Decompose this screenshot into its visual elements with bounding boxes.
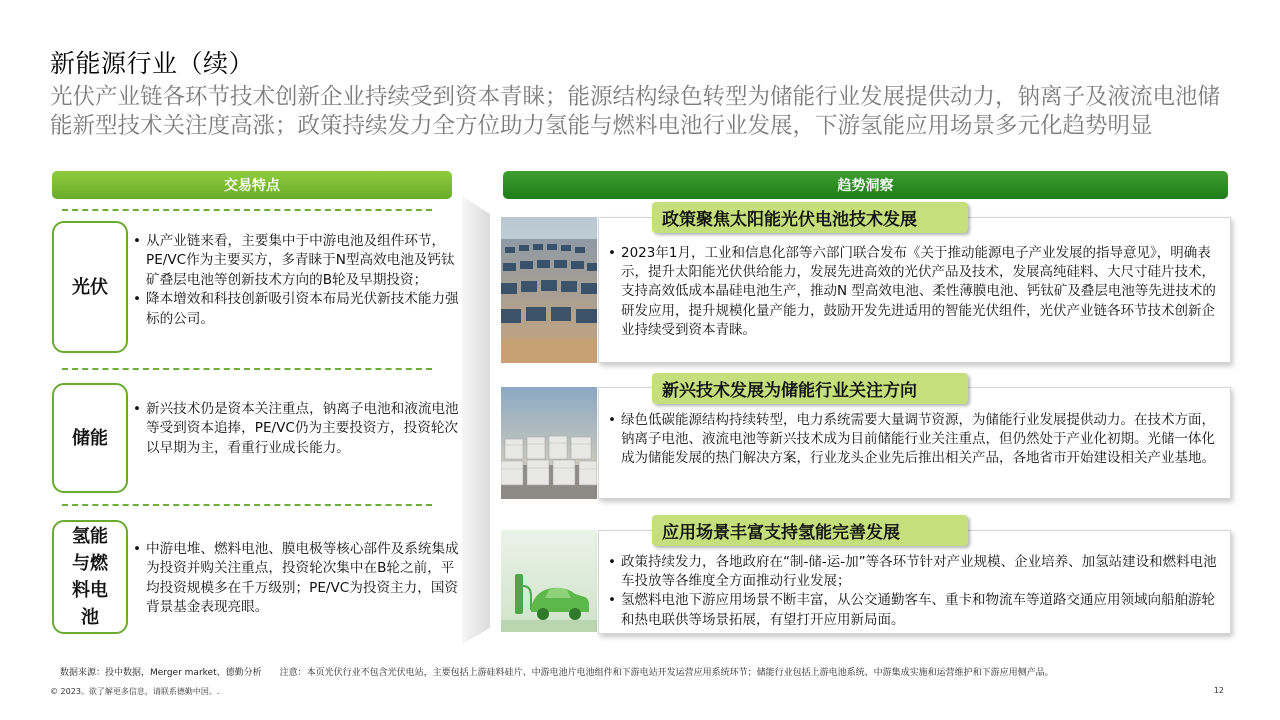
divider [62,504,432,506]
list-item: • 2023年1月，工业和信息化部等六部门联合发布《关于推动能源电子产业发展的指导意见》，明确表示，提升太阳能光伏供给能力，发展先进高效的光伏产品及技术，发展高纯硅料、大尺寸硅片技术，支持高效低成本晶硅电池生产，推动N 型高效电池、柔性薄膜电池、钙钛矿及叠层电池等先进技术的研发应用，提升规模化量产能力，鼓励开发先进适用的智能光伏组件，光伏产业链各环节技术创新企业持续受到资本青睐。 [605,244,1220,340]
category-box-storage [52,383,128,493]
category-bullets-pv [130,232,465,329]
category-bullets-storage [130,400,465,458]
list-item: • 政策持续发力，各地政府在“制-储-运-加”等各环节针对产业规模、企业培养、加氢站建设和燃料电池车投放等各维度全方面推动行业发展； [605,553,1220,591]
hydrogen-car-photo [501,530,597,632]
page-subtitle: 光伏产业链各环节技术创新企业持续受到资本青睐；能源结构绿色转型为储能行业发展提供动力，钠离子及液流电池储能新型技术关注度高涨；政策持续发力全方位助力氢能与燃料电池行业发展，下游氢能应用场景多元化趋势明显 [50,84,1221,139]
category-label-line: 氢能 [72,526,108,547]
connector-arrow-shape [462,196,490,644]
category-box-pv [52,221,128,353]
trade-features-header: 交易特点 [52,171,452,199]
category-box-hydrogen [52,520,128,634]
trend-insights-header: 趋势洞察 [503,171,1228,199]
page-title: 新能源行业（续） [50,49,255,78]
data-source: 数据来源：投中数据，Merger market、德勤分析 [60,668,262,678]
category-label: 光伏 [72,276,108,298]
category-label-line: 与燃 [72,553,108,574]
category-label-line: 料电 [72,580,108,601]
divider [62,368,432,370]
list-item: • 降本增效和科技创新吸引资本布局光伏新技术能力强标的公司。 [130,290,465,329]
list-item: • 从产业链来看，主要集中于中游电池及组件环节，PE/VC作为主要买方，多青睐于N型高效电池及钙钛矿叠层电池等创新技术方向的B轮及早期投资； [130,232,465,290]
trend-title-solar-policy: 政策聚焦太阳能光伏电池技术发展 [652,202,968,233]
trend-title-storage: 新兴技术发展为储能行业关注方向 [652,373,968,404]
category-bullets-hydrogen [130,540,465,618]
list-item: • 中游电堆、燃料电池、膜电极等核心部件及系统集成为投资并购关注重点，投资轮次集中在B轮之前，平均投资规模多在千万级别；PE/VC为投资主力，国资背景基金表现亮眼。 [130,540,465,618]
solar-farm-photo [501,217,597,363]
divider [62,209,432,211]
trend-title-hydrogen: 应用场景丰富支持氢能完善发展 [652,515,968,546]
list-item: • 氢燃料电池下游应用场景不断丰富，从公交通勤客车、重卡和物流车等道路交通应用领域向船舶游轮和热电联供等场景拓展，有望打开应用新局面。 [605,591,1220,629]
scope-note: 注意：本页光伏行业不包含光伏电站，主要包括上游硅料硅片、中游电池片电池组件和下游电站开发运营应用系统环节；储能行业包括上游电池系统、中游集成实施和运营维护和下游应用侧产品。 [279,668,1054,678]
category-label: 储能 [72,427,108,449]
list-item: • 绿色低碳能源结构持续转型，电力系统需要大量调节资源，为储能行业发展提供动力。在技术方面，钠离子电池、液流电池等新兴技术成为目前储能行业关注重点，但仍然处于产业化初期。光储一体化成为储能发展的热门解决方案，行业龙头企业先后推出相关产品，各地省市开始建设相关产业基地。 [605,411,1220,469]
page-number: 12 [1213,686,1224,695]
source-note [60,665,1054,678]
category-label-line: 池 [81,607,99,628]
copyright-footer: © 2023。欲了解更多信息，请联系德勤中国。. [50,687,220,696]
list-item: • 新兴技术仍是资本关注重点，钠离子电池和液流电池等受到资本追捧，PE/VC仍为主要投资方，投资轮次以早期为主，看重行业成长能力。 [130,400,465,458]
energy-storage-photo [501,387,597,499]
trend-card-solar-policy [598,217,1231,363]
